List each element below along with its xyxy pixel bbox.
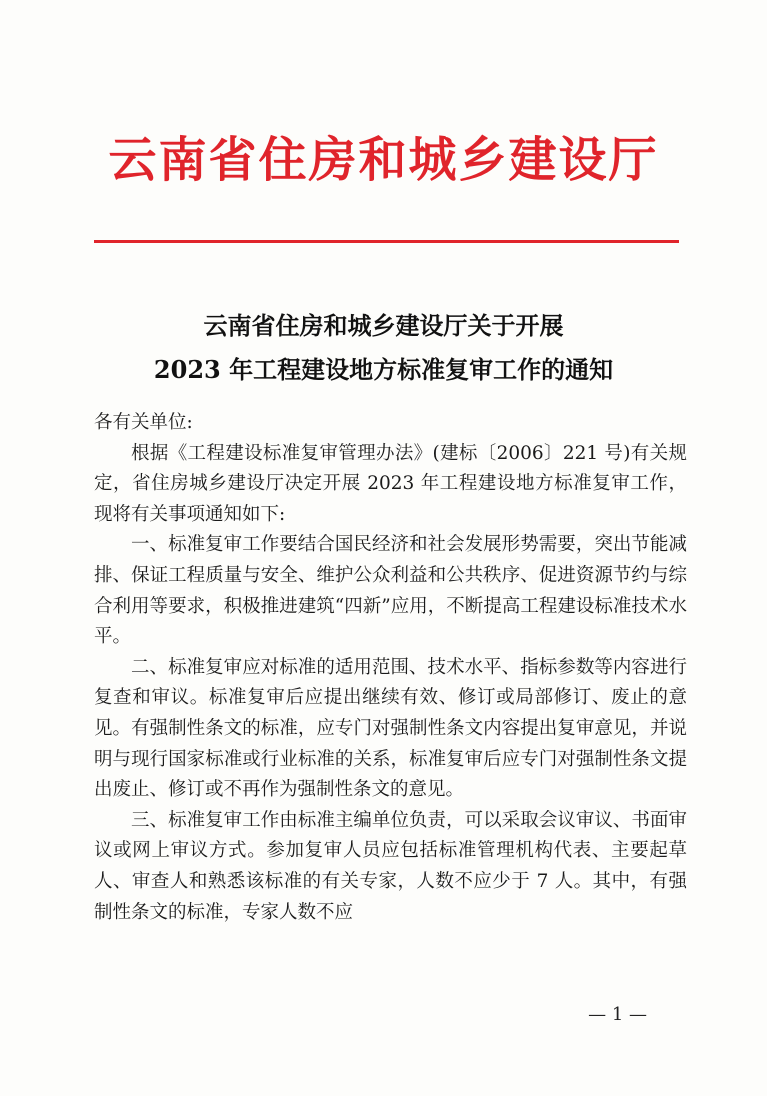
notice-body: [94, 408, 687, 928]
issuing-agency-header: 云南省住房和城乡建设厅: [108, 132, 659, 188]
salutation: 各有关单位:: [94, 412, 193, 433]
notice-title: [0, 304, 767, 392]
header-red-rule: [94, 240, 679, 243]
page-number: — 1 —: [588, 1004, 647, 1025]
notice-title-line-1: 云南省住房和城乡建设厅关于开展: [203, 311, 564, 340]
body-paragraph-intro: 根据《工程建设标准复审管理办法》(建标〔2006〕221 号)有关规定，省住房城乡建设厅决定开展 2023 年工程建设地方标准复审工作，现将有关事项通知如下:: [94, 442, 687, 525]
notice-title-line-2: 2023 年工程建设地方标准复审工作的通知: [153, 355, 614, 384]
body-paragraph-2: 二、标准复审应对标准的适用范围、技术水平、指标参数等内容进行复查和审议。标准复审后应提出继续有效、修订或局部修订、废止的意见。有强制性条文的标准，应专门对强制性条文内容提出复审意见，并说明与现行国家标准或行业标准的关系，标准复审后应专门对强制性条文提出废止、修订或不再作为强制性条文的意见。: [94, 656, 687, 801]
body-paragraph-3: 三、标准复审工作由标准主编单位负责，可以采取会议审议、书面审议或网上审议方式。参加复审人员应包括标准管理机构代表、主要起草人、审查人和熟悉该标准的有关专家，人数不应少于 7 人。其中，有强制性条文的标准，专家人数不应: [94, 809, 687, 923]
body-paragraph-1: 一、标准复审工作要结合国民经济和社会发展形势需要，突出节能减排、保证工程质量与安全、维护公众利益和公共秩序、促进资源节约与综合利用等要求，积极推进建筑“四新”应用，不断提高工程建设标准技术水平。: [94, 534, 687, 648]
